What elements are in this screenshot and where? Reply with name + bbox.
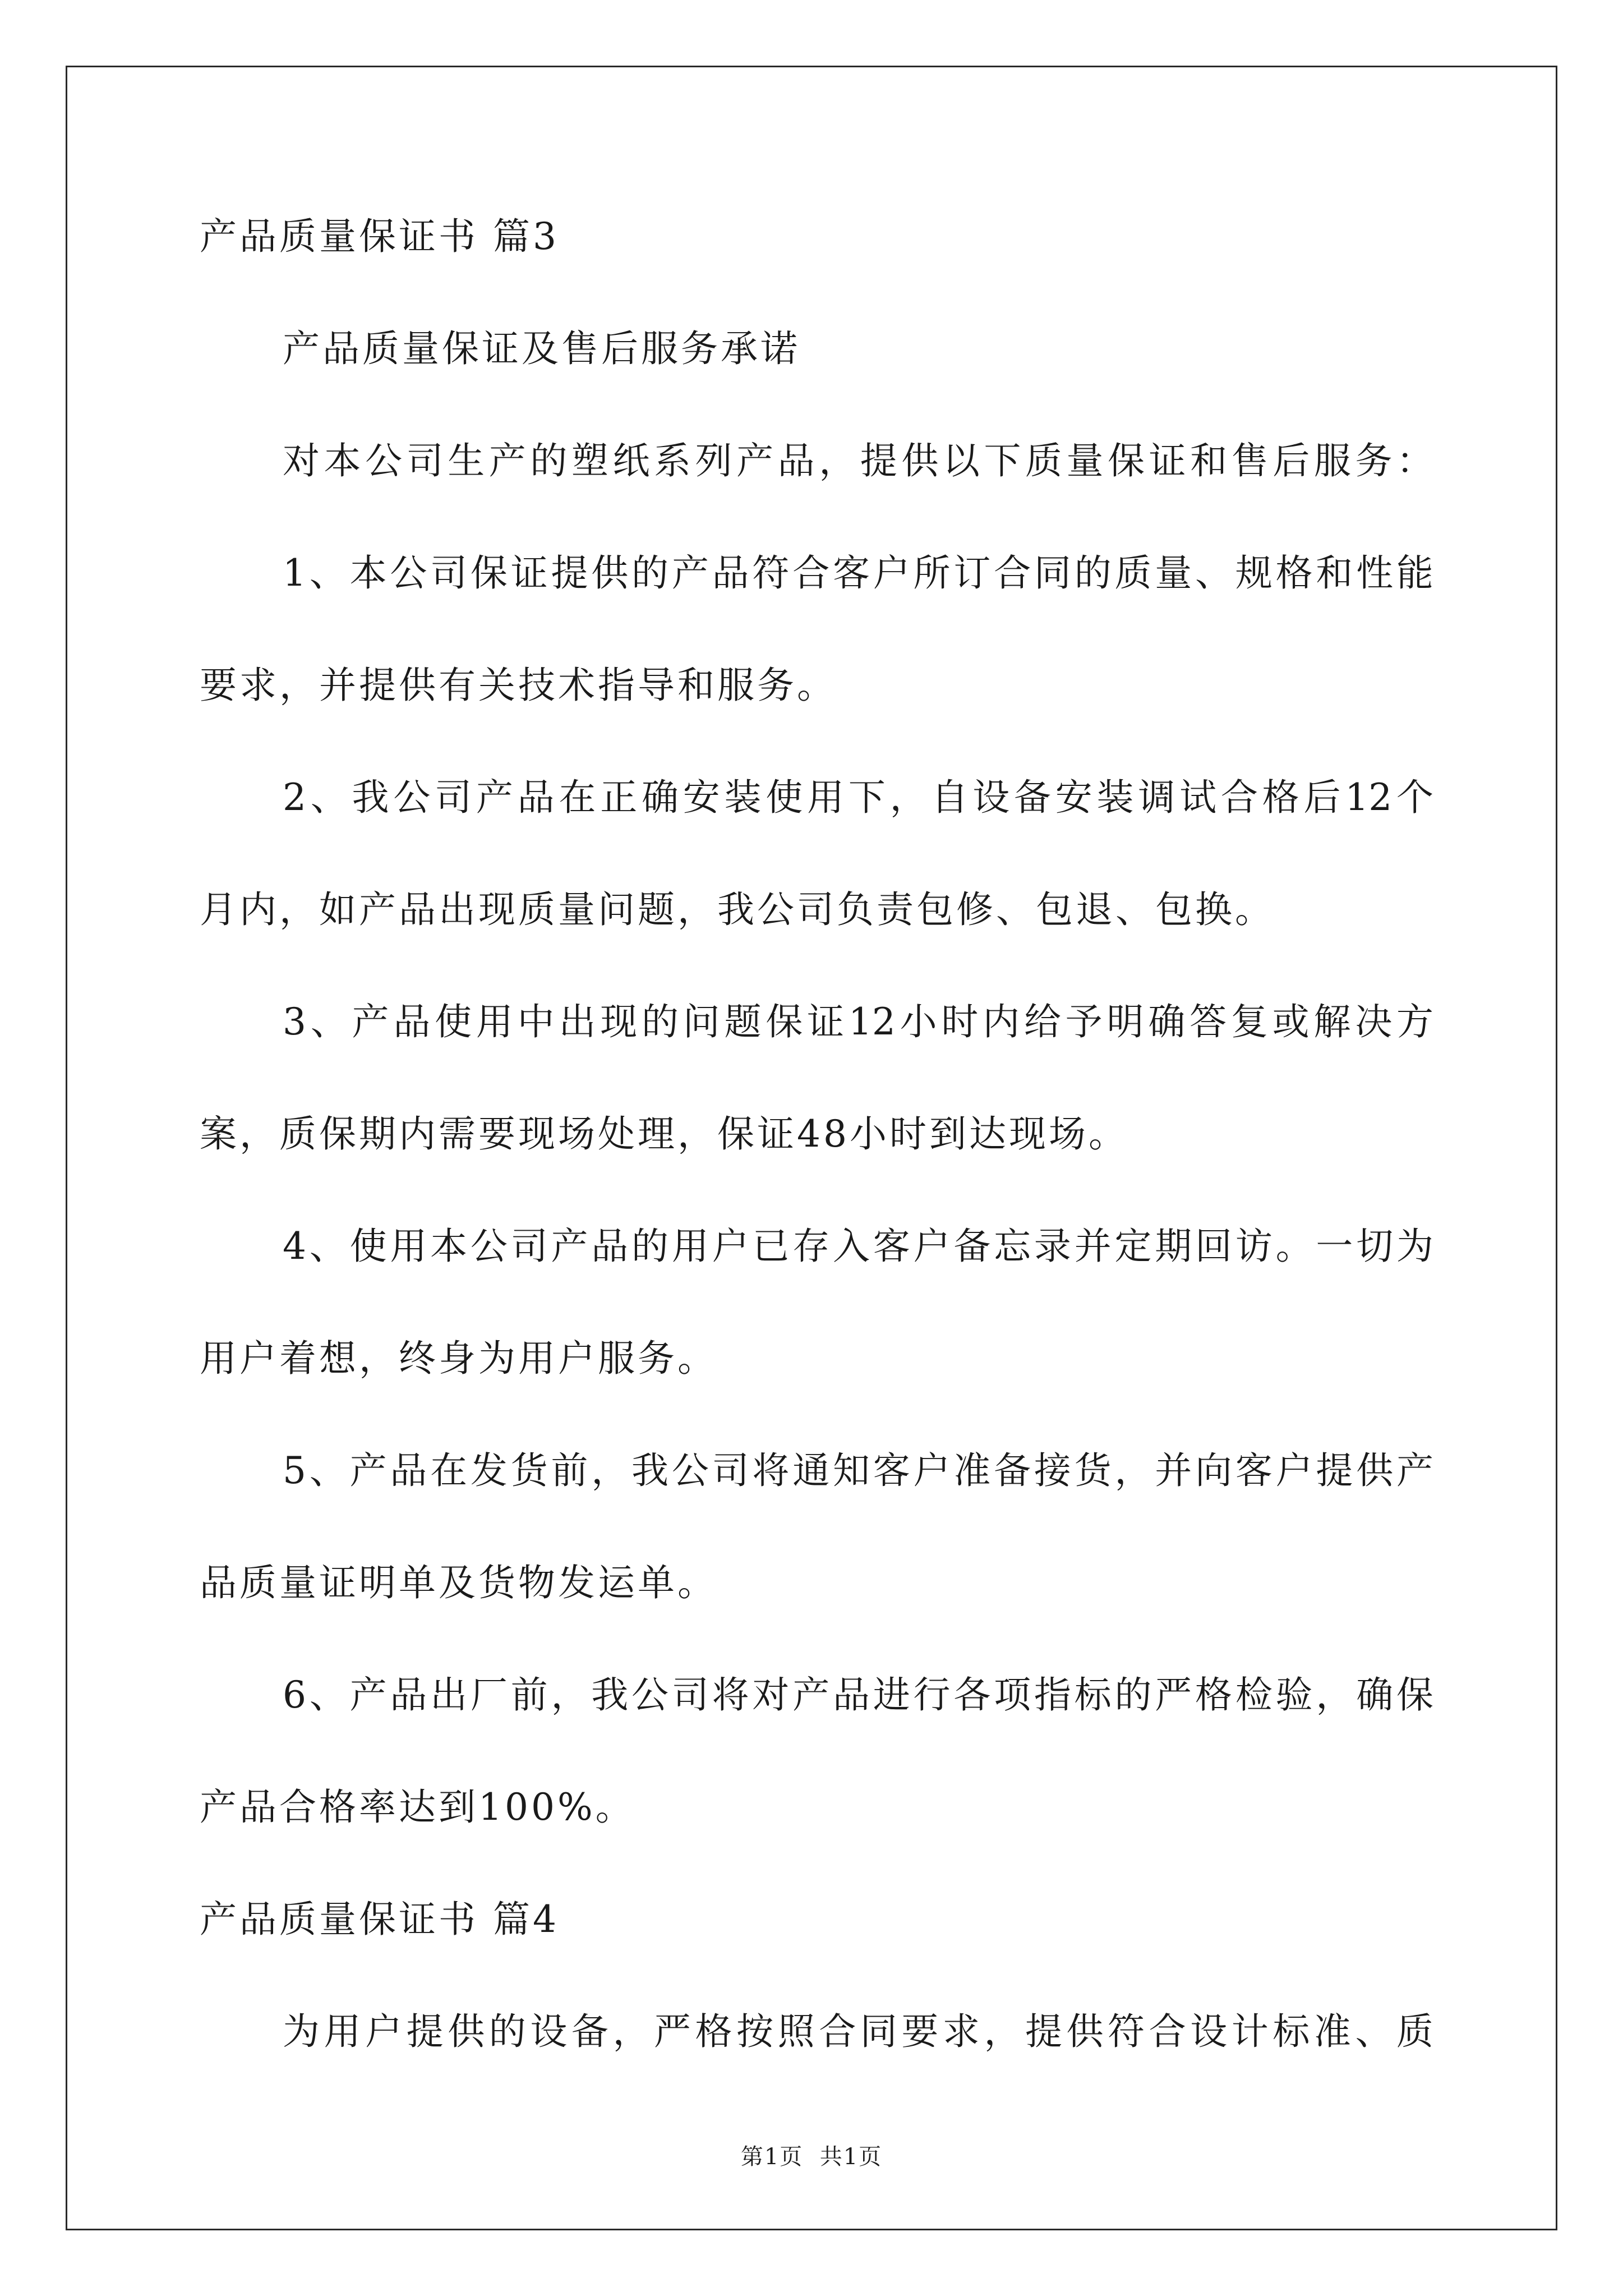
- item-1-line-1: 1、本公司保证提供的产品符合客户所订合同的质量、规格和性能: [283, 551, 1433, 595]
- item-4-line-1: 4、使用本公司产品的用户已存入客户备忘录并定期回访。一切为: [283, 1225, 1433, 1268]
- item-5-line-2: 品质量证明单及货物发运单。: [200, 1561, 717, 1604]
- item-4-line-2: 用户着想，终身为用户服务。: [200, 1337, 717, 1380]
- section-heading-4: 产品质量保证书 篇4: [200, 1898, 559, 1941]
- item-6-line-1: 6、产品出厂前，我公司将对产品进行各项指标的严格检验，确保: [283, 1673, 1433, 1717]
- intro-paragraph: 对本公司生产的塑纸系列产品，提供以下质量保证和售后服务：: [283, 439, 1433, 482]
- section-4-paragraph-line-1: 为用户提供的设备，严格按照合同要求，提供符合设计标准、质: [283, 2010, 1433, 2053]
- item-1-line-2: 要求，并提供有关技术指导和服务。: [200, 664, 837, 707]
- page-footer: 第1页 共1页: [740, 2144, 883, 2170]
- item-5-line-1: 5、产品在发货前，我公司将通知客户准备接货，并向客户提供产: [283, 1449, 1433, 1492]
- item-6-line-2: 产品合格率达到100%。: [200, 1786, 635, 1829]
- item-3-line-2: 案，质保期内需要现场处理，保证48小时到达现场。: [200, 1112, 1128, 1156]
- item-2-line-2: 月内，如产品出现质量问题，我公司负责包修、包退、包换。: [200, 888, 1275, 931]
- item-2-line-1: 2、我公司产品在正确安装使用下，自设备安装调试合格后12个: [283, 776, 1433, 819]
- subtitle: 产品质量保证及售后服务承诺: [283, 327, 800, 370]
- section-heading-3: 产品质量保证书 篇3: [200, 215, 559, 258]
- item-3-line-1: 3、产品使用中出现的问题保证12小时内给予明确答复或解决方: [283, 1000, 1433, 1043]
